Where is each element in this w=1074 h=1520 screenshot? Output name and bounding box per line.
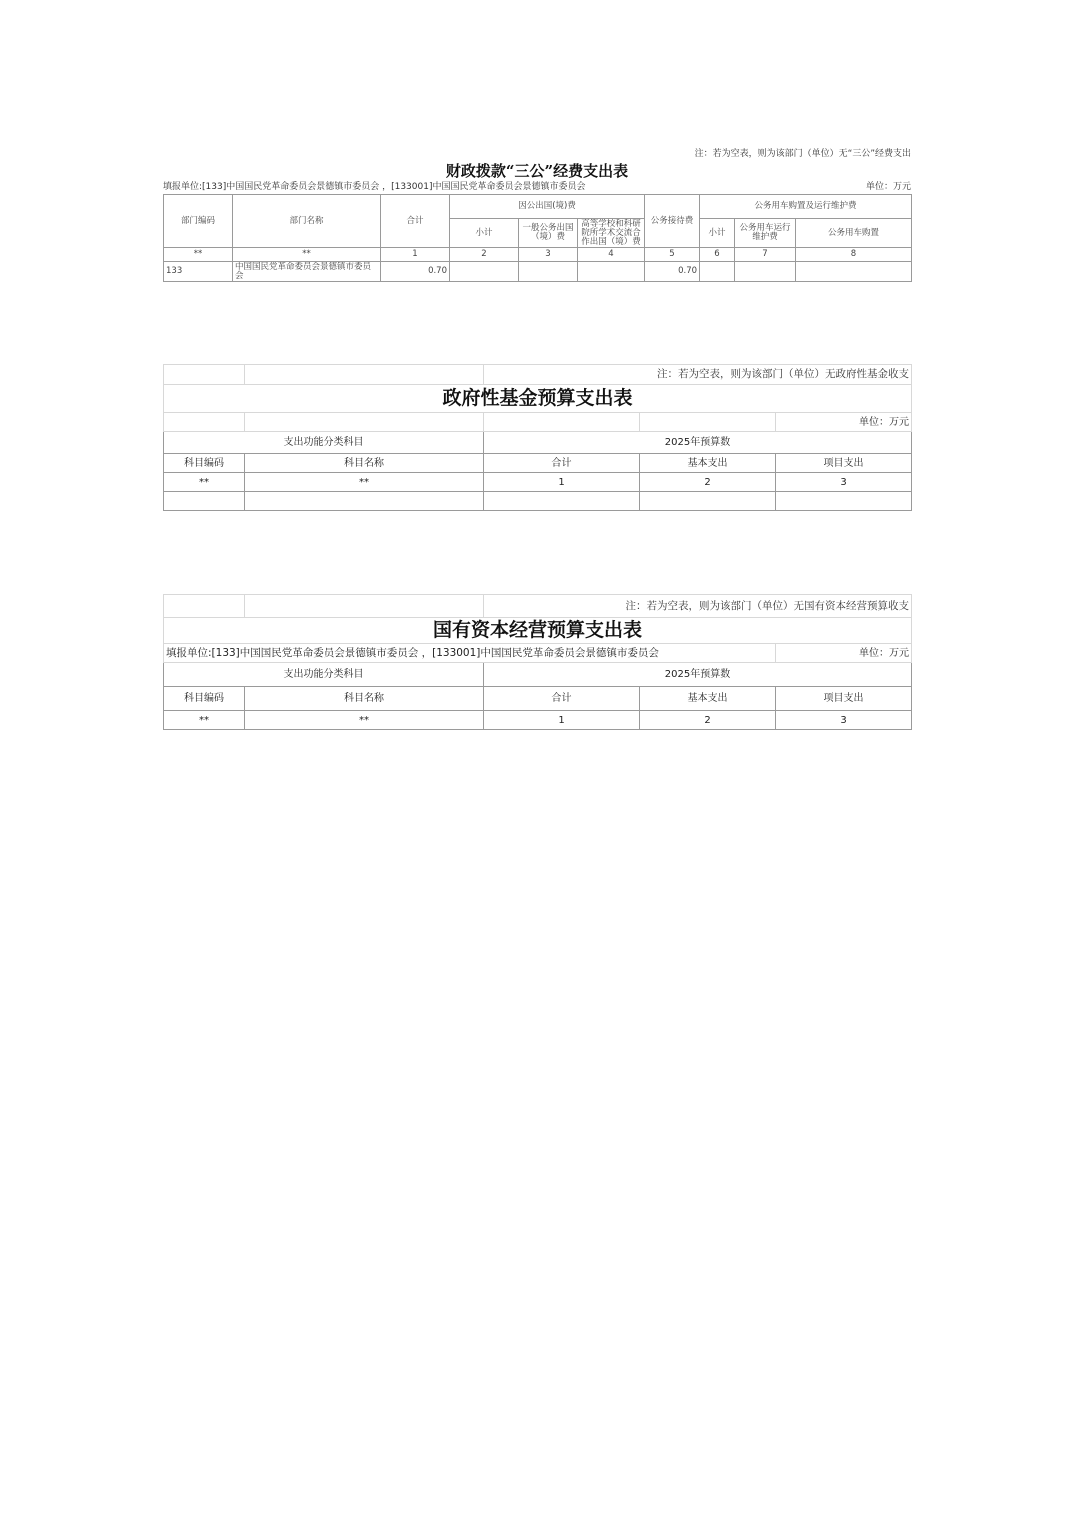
- header-subject-name: 科目名称: [245, 454, 484, 473]
- table3-title: 国有资本经营预算支出表: [164, 618, 912, 644]
- table-row: [164, 492, 912, 511]
- row-dept-name: 中国国民党革命委员会景德镇市委员会: [233, 262, 381, 282]
- index-cell: 3: [776, 473, 912, 492]
- index-cell: 1: [484, 711, 640, 730]
- index-cell: 2: [450, 248, 519, 262]
- index-cell: **: [164, 711, 245, 730]
- header-total: 合计: [381, 195, 450, 248]
- row-abroad-subtotal: [450, 262, 519, 282]
- index-cell: 3: [776, 711, 912, 730]
- header-abroad: 因公出国(境)费: [450, 195, 645, 219]
- header-basic-expense: 基本支出: [640, 687, 776, 711]
- row-abroad-academic: [578, 262, 645, 282]
- index-cell: 5: [645, 248, 700, 262]
- row-vehicle-operation: [735, 262, 796, 282]
- row-abroad-general: [519, 262, 578, 282]
- row-vehicle-purchase: [796, 262, 912, 282]
- header-abroad-academic: 高等学校和科研院所学术交流合作出国（境）费: [578, 219, 645, 248]
- header-basic-expense: 基本支出: [640, 454, 776, 473]
- header-dept-name: 部门名称: [233, 195, 381, 248]
- table2-unit: 单位：万元: [776, 413, 912, 432]
- header-dept-code: 部门编码: [164, 195, 233, 248]
- index-cell: **: [164, 248, 233, 262]
- table2-group-func: 支出功能分类科目: [164, 432, 484, 454]
- index-cell: 7: [735, 248, 796, 262]
- table1-note: 注：若为空表，则为该部门（单位）无“三公”经费支出: [694, 149, 911, 159]
- row-reception: 0.70: [645, 262, 700, 282]
- header-subject-code: 科目编码: [164, 687, 245, 711]
- state-capital-section: [163, 594, 911, 730]
- header-subject-code: 科目编码: [164, 454, 245, 473]
- index-cell: **: [164, 473, 245, 492]
- table2-index-row: [164, 473, 912, 492]
- table1-title: 财政拨款“三公”经费支出表: [445, 162, 629, 180]
- table3-note: 注：若为空表，则为该部门（单位）无国有资本经营预算收支: [484, 595, 912, 618]
- header-subject-name: 科目名称: [245, 687, 484, 711]
- index-cell: 3: [519, 248, 578, 262]
- header-vehicle-subtotal: 小计: [700, 219, 735, 248]
- index-cell: 1: [381, 248, 450, 262]
- table3-group-budget: 2025年预算数: [484, 663, 912, 687]
- row-total: 0.70: [381, 262, 450, 282]
- table-row: [164, 262, 912, 282]
- table2-note: 注：若为空表，则为该部门（单位）无政府性基金收支: [484, 365, 912, 385]
- three-public-expense-table: [163, 194, 912, 282]
- header-total: 合计: [484, 687, 640, 711]
- index-cell: 2: [640, 473, 776, 492]
- row-dept-code: 133: [164, 262, 233, 282]
- table1-unit: 单位：万元: [865, 182, 911, 192]
- header-project-expense: 项目支出: [776, 454, 912, 473]
- table1-index-row: [164, 248, 912, 262]
- index-cell: 4: [578, 248, 645, 262]
- header-total: 合计: [484, 454, 640, 473]
- header-abroad-subtotal: 小计: [450, 219, 519, 248]
- index-cell: **: [245, 473, 484, 492]
- row-vehicle-subtotal: [700, 262, 735, 282]
- table3-filler: 填报单位:[133]中国国民党革命委员会景德镇市委员会 ，[133001]中国国民党革命委员会景德镇市委员会: [164, 644, 776, 663]
- header-vehicle: 公务用车购置及运行维护费: [700, 195, 912, 219]
- table2-title: 政府性基金预算支出表: [164, 385, 912, 413]
- header-vehicle-operation: 公务用车运行维护费: [735, 219, 796, 248]
- index-cell: 1: [484, 473, 640, 492]
- state-capital-table: [163, 594, 912, 730]
- table1-filler: 填报单位:[133]中国国民党革命委员会景德镇市委员会 ，[133001]中国国民党革命委员会景德镇市委员会: [163, 182, 586, 192]
- table1-info-row: [163, 181, 911, 194]
- table3-index-row: [164, 711, 912, 730]
- index-cell: **: [245, 711, 484, 730]
- government-fund-section: [163, 364, 911, 511]
- table3-unit: 单位：万元: [776, 644, 912, 663]
- header-project-expense: 项目支出: [776, 687, 912, 711]
- index-cell: **: [233, 248, 381, 262]
- index-cell: 6: [700, 248, 735, 262]
- index-cell: 2: [640, 711, 776, 730]
- government-fund-table: [163, 364, 912, 511]
- header-abroad-general: 一般公务出国（境）费: [519, 219, 578, 248]
- three-public-expense-section: [163, 147, 911, 282]
- table3-group-func: 支出功能分类科目: [164, 663, 484, 687]
- index-cell: 8: [796, 248, 912, 262]
- header-reception: 公务接待费: [645, 195, 700, 248]
- table2-group-budget: 2025年预算数: [484, 432, 912, 454]
- header-vehicle-purchase: 公务用车购置: [796, 219, 912, 248]
